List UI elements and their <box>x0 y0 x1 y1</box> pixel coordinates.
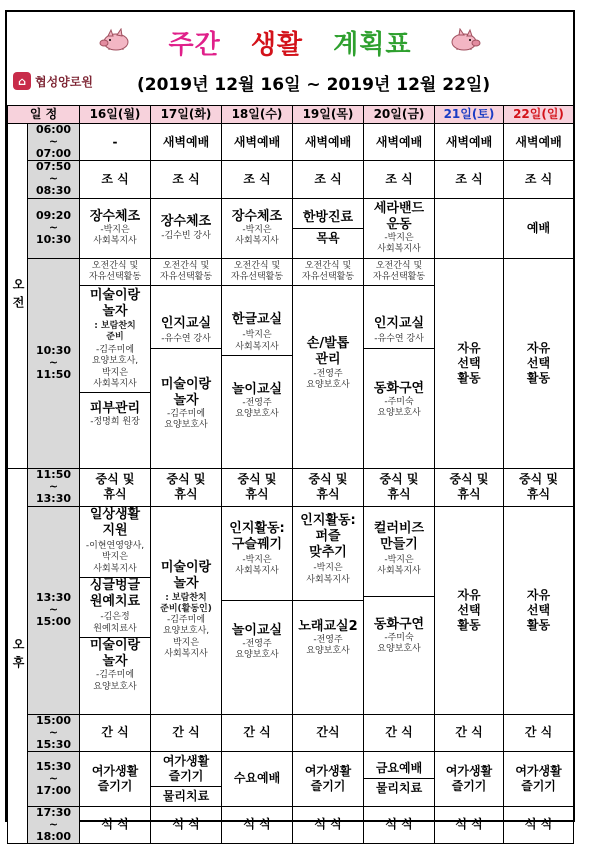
activity-cell: 석 식 <box>364 806 435 843</box>
activity-cell: 자유 선택 활동 <box>504 258 574 468</box>
header-row <box>8 106 574 124</box>
activity-title: 장수체조 <box>89 208 141 224</box>
activity-note: : 보람찬치 준비 <box>94 320 136 342</box>
activity-title: 동화구연 <box>373 616 425 632</box>
day-header: 19일(목) <box>293 106 364 124</box>
activity-title: 한방진료 <box>293 208 363 229</box>
activity-staff: -전영주 요양보호사 <box>235 638 279 661</box>
activity-staff: -주미숙 요양보호사 <box>377 396 421 419</box>
activity-cell: 자유 선택 활동 <box>435 258 504 468</box>
activity-cell: 중식 및 휴식 <box>293 468 364 506</box>
table-row <box>8 806 574 843</box>
activity-staff: -김은정 원예치료사 <box>80 610 150 638</box>
activity-cell: 석 식 <box>435 806 504 843</box>
time-cell: 10:30 ~ 11:50 <box>28 258 80 468</box>
activity-title: 장수체조 <box>231 208 283 224</box>
activity-staff: -박지은 사회복지사 <box>293 561 363 601</box>
activity-cell: 중식 및 휴식 <box>80 468 151 506</box>
activity-cell: 새벽예배 <box>293 124 364 161</box>
activity-cell: 조 식 <box>435 161 504 198</box>
snack-note: 오전간식 및 자유선택활동 <box>364 259 434 287</box>
snack-note: 오전간식 및 자유선택활동 <box>222 259 292 287</box>
activity-title: 인지활동: 퍼즐 맞추기 <box>300 512 356 561</box>
activity-cell: 석 식 <box>80 806 151 843</box>
time-cell: 15:00 ~ 15:30 <box>28 714 80 751</box>
activity-staff: -주미숙 요양보호사 <box>377 632 421 655</box>
activity-cell: 여가생활 즐기기 <box>80 751 151 806</box>
activity-title: 놀이교실 <box>231 381 283 397</box>
activity-cell <box>364 198 435 258</box>
activity-cell: 간 식 <box>435 714 504 751</box>
schedule-sheet <box>5 10 575 844</box>
activity-cell: 새벽예배 <box>222 124 293 161</box>
activity-cell: 조 식 <box>80 161 151 198</box>
section-am: 오전 <box>8 124 28 469</box>
activity-cell <box>293 506 364 714</box>
activity-title: 동화구연 <box>373 380 425 396</box>
activity-cell: 석 식 <box>504 806 574 843</box>
table-row <box>8 751 574 806</box>
activity-title: 일상생활 지원 <box>89 506 141 538</box>
activity-cell: 새벽예배 <box>504 124 574 161</box>
title-word: 계획표 <box>333 30 412 60</box>
activity-title: 노래교실2 <box>298 618 358 634</box>
activity-cell <box>364 506 435 714</box>
activity-title: 미술이랑 놀자 <box>160 376 212 408</box>
activity-staff: -박지은 사회복지사 <box>93 224 137 247</box>
activity-cell <box>222 258 293 468</box>
activity-title: 인지교실 <box>160 316 212 332</box>
activity-staff: -박지은 사회복지사 <box>364 553 434 597</box>
time-cell: 15:30 ~ 17:00 <box>28 751 80 806</box>
activity-cell: 조 식 <box>222 161 293 198</box>
house-icon: ⌂ <box>13 72 31 90</box>
activity-cell: 여가생활 즐기기 <box>435 751 504 806</box>
table-row <box>8 506 574 714</box>
activity-title: 한글교실 <box>231 312 283 328</box>
activity-staff: -유수연 강사 <box>364 332 434 348</box>
activity-cell <box>222 198 293 258</box>
title-word: 주간 <box>168 30 221 60</box>
activity-title: 물리치료 <box>162 788 210 803</box>
activity-cell <box>151 258 222 468</box>
activity-staff: -김주미에 요양보호사 <box>93 670 137 692</box>
activity-cell <box>222 506 293 714</box>
activity-cell: 간 식 <box>504 714 574 751</box>
activity-cell: 자유 선택 활동 <box>504 506 574 714</box>
day-header: 20일(금) <box>364 106 435 124</box>
activity-title: 손/발톱 관리 <box>306 336 350 368</box>
activity-cell: 석 식 <box>151 806 222 843</box>
activity-title: 물리치료 <box>375 781 423 796</box>
activity-staff: -정명희 원장 <box>90 417 140 428</box>
activity-cell: 간 식 <box>364 714 435 751</box>
activity-title: 인지교실 <box>373 316 425 332</box>
time-cell: 07:50 ~ 08:30 <box>28 161 80 198</box>
activity-cell <box>151 751 222 806</box>
org-name: 협성양로원 <box>35 74 93 89</box>
activity-cell: 여가생활 즐기기 <box>293 751 364 806</box>
activity-cell: 조 식 <box>504 161 574 198</box>
activity-staff: -김주미에 요양보호사, 박지은 사회복지사 <box>162 615 210 659</box>
time-cell: 09:20 ~ 10:30 <box>28 198 80 258</box>
activity-title: 미술이랑 놀자 <box>160 560 212 592</box>
activity-cell: 중식 및 휴식 <box>504 468 574 506</box>
time-cell: 17:30 ~ 18:00 <box>28 806 80 843</box>
activity-cell <box>151 506 222 714</box>
activity-title: 미술이랑 놀자 <box>89 637 141 670</box>
schedule-table <box>7 105 574 844</box>
time-cell: 13:30 ~ 15:00 <box>28 506 80 714</box>
activity-note: : 보람찬치 준비(활동인) <box>160 592 212 614</box>
activity-cell: 예배 <box>504 198 574 258</box>
activity-title: 여가생활 즐기기 <box>151 752 221 787</box>
activity-title: 금요예배 <box>364 759 434 779</box>
activity-title: 싱글벙글 원예치료 <box>89 577 141 610</box>
table-row <box>8 198 574 258</box>
activity-cell: - <box>80 124 151 161</box>
activity-cell <box>151 198 222 258</box>
org-logo <box>13 72 93 90</box>
activity-cell: 중식 및 휴식 <box>222 468 293 506</box>
table-row <box>8 161 574 198</box>
activity-cell <box>80 198 151 258</box>
activity-cell: 여가생활 즐기기 <box>504 751 574 806</box>
activity-cell <box>80 258 151 468</box>
page-title <box>7 24 573 61</box>
activity-cell <box>293 198 364 258</box>
table-row <box>8 124 574 161</box>
activity-cell: 새벽예배 <box>364 124 435 161</box>
activity-staff: -김주미에 요양보호사 <box>164 409 208 431</box>
snack-note: 오전간식 및 자유선택활동 <box>293 259 363 287</box>
activity-staff: -전영주 요양보호사 <box>235 398 279 420</box>
activity-staff: -이현연영양사, 박지은 사회복지사 <box>80 539 150 578</box>
activity-title: 목욕 <box>316 231 340 246</box>
activity-staff: -박지은 사회복지사 <box>222 328 292 356</box>
activity-cell: 중식 및 휴식 <box>151 468 222 506</box>
activity-cell: 간식 <box>293 714 364 751</box>
time-cell: 06:00 ~ 07:00 <box>28 124 80 161</box>
activity-cell <box>80 506 151 714</box>
activity-staff: -박지은 사회복지사 <box>222 553 292 601</box>
activity-staff: -김주미에 요양보호사, 박지은 사회복지사 <box>80 343 150 393</box>
activity-cell: 조 식 <box>293 161 364 198</box>
day-header: 21일(토) <box>435 106 504 124</box>
activity-title: 인지활동: 구슬꿰기 <box>229 520 285 552</box>
table-row <box>8 258 574 468</box>
activity-cell: 중식 및 휴식 <box>435 468 504 506</box>
activity-cell: 수요예배 <box>222 751 293 806</box>
activity-cell <box>293 258 364 468</box>
snack-note: 오전간식 및 자유선택활동 <box>151 259 221 287</box>
activity-cell: 조 식 <box>151 161 222 198</box>
day-header: 18일(수) <box>222 106 293 124</box>
time-cell: 11:50 ~ 13:30 <box>28 468 80 506</box>
activity-cell <box>364 751 435 806</box>
day-header: 17일(화) <box>151 106 222 124</box>
title-word: 생활 <box>250 30 304 60</box>
header <box>7 12 573 98</box>
activity-cell <box>364 258 435 468</box>
section-pm: 오후 <box>8 468 28 844</box>
activity-staff: -박지은 사회복지사 <box>235 224 279 247</box>
activity-staff: -전영주 요양보호사 <box>306 635 350 657</box>
activity-cell: 석 식 <box>222 806 293 843</box>
snack-note: 오전간식 및 자유선택활동 <box>80 259 150 287</box>
activity-cell: 간 식 <box>80 714 151 751</box>
activity-cell: 간 식 <box>222 714 293 751</box>
activity-staff: -김수빈 강사 <box>161 230 211 241</box>
day-header: 22일(일) <box>504 106 574 124</box>
activity-staff: -전영주 요양보호사 <box>306 368 350 390</box>
activity-cell: 자유 선택 활동 <box>435 506 504 714</box>
activity-cell <box>435 198 504 258</box>
activity-title: 장수체조 <box>160 214 212 230</box>
pig-icon <box>449 28 481 52</box>
activity-cell: 중식 및 휴식 <box>364 468 435 506</box>
activity-cell: 석 식 <box>293 806 364 843</box>
activity-staff: -유수연 강사 <box>151 332 221 348</box>
activity-title: 놀이교실 <box>231 622 283 638</box>
activity-cell: 조 식 <box>364 161 435 198</box>
activity-cell: 새벽예배 <box>151 124 222 161</box>
activity-title: 세라밴드 운동 <box>373 200 425 232</box>
activity-staff: -박지은 사회복지사 <box>377 233 421 255</box>
table-row <box>8 468 574 506</box>
period: (2019년 12월 16일 ~ 2019년 12월 22일) <box>137 75 491 95</box>
activity-title: 미술이랑 놀자 <box>89 288 141 320</box>
activity-title: 컬러비즈 만들기 <box>373 520 425 552</box>
day-header: 16일(월) <box>80 106 151 124</box>
schedule-header: 일 정 <box>8 106 80 124</box>
table-row <box>8 714 574 751</box>
activity-cell: 새벽예배 <box>435 124 504 161</box>
activity-cell: 간 식 <box>151 714 222 751</box>
activity-title: 피부관리 <box>89 401 141 417</box>
